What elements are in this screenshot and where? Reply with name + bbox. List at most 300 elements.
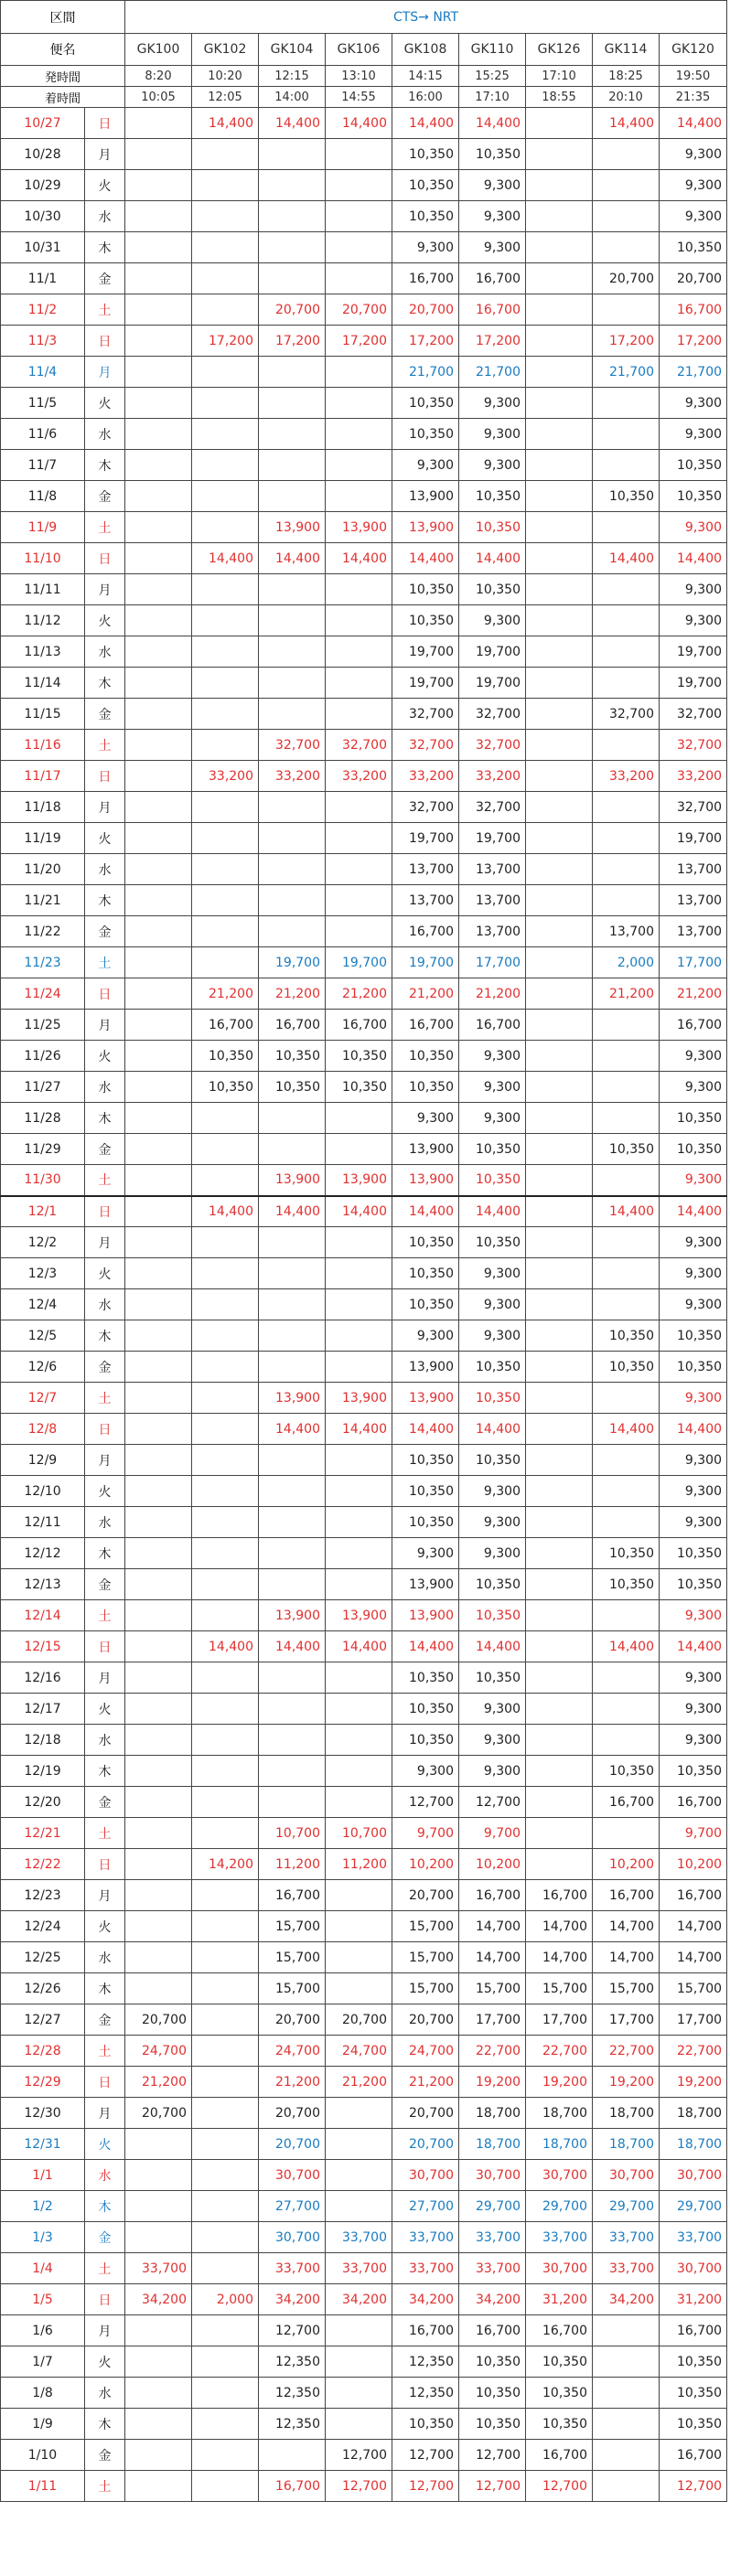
fare-cell: 21,200 xyxy=(259,2067,326,2098)
fare-cell: 30,700 xyxy=(392,2160,459,2191)
table-row xyxy=(1,1134,727,1165)
fare-cell: 10,350 xyxy=(459,1134,526,1165)
fare-cell xyxy=(192,512,259,543)
table-row xyxy=(1,761,727,792)
fare-cell: 9,300 xyxy=(660,1227,727,1258)
fare-cell xyxy=(593,419,660,450)
fare-cell: 20,700 xyxy=(326,294,392,326)
fare-cell: 14,700 xyxy=(526,1911,593,1942)
date-cell: 11/24 xyxy=(1,978,85,1010)
fare-cell xyxy=(326,1476,392,1507)
fare-cell xyxy=(192,1289,259,1320)
date-cell: 11/26 xyxy=(1,1041,85,1072)
table-row xyxy=(1,419,727,450)
fare-cell: 14,400 xyxy=(259,543,326,574)
date-cell: 12/1 xyxy=(1,1196,85,1227)
date-cell: 12/6 xyxy=(1,1352,85,1383)
table-row xyxy=(1,947,727,978)
fare-cell: 13,700 xyxy=(392,854,459,885)
fare-cell xyxy=(192,668,259,699)
fare-cell xyxy=(326,823,392,854)
fare-cell xyxy=(593,1445,660,1476)
fare-cell xyxy=(526,357,593,388)
fare-cell xyxy=(593,1476,660,1507)
fare-cell: 17,700 xyxy=(593,2004,660,2036)
departure-time-row xyxy=(1,66,727,87)
fare-cell xyxy=(526,699,593,730)
table-row xyxy=(1,1383,727,1414)
fare-cell: 9,300 xyxy=(459,1103,526,1134)
flight-number: GK102 xyxy=(192,34,259,66)
fare-cell: 33,700 xyxy=(459,2253,526,2284)
fare-cell xyxy=(125,2129,192,2160)
fare-cell: 30,700 xyxy=(526,2253,593,2284)
fare-cell xyxy=(259,1756,326,1787)
fare-cell xyxy=(259,605,326,636)
fare-cell xyxy=(125,947,192,978)
fare-cell xyxy=(125,978,192,1010)
fare-cell: 10,350 xyxy=(593,481,660,512)
fare-cell xyxy=(259,1289,326,1320)
fare-cell xyxy=(125,1196,192,1227)
weekday-cell: 月 xyxy=(85,792,125,823)
fare-cell: 13,900 xyxy=(259,512,326,543)
flight-number: GK114 xyxy=(593,34,660,66)
fare-cell xyxy=(526,1569,593,1600)
fare-cell xyxy=(326,1942,392,1973)
fare-cell xyxy=(192,2346,259,2378)
date-cell: 12/7 xyxy=(1,1383,85,1414)
fare-cell: 10,350 xyxy=(392,1694,459,1725)
weekday-cell: 土 xyxy=(85,1818,125,1849)
fare-cell xyxy=(125,2378,192,2409)
departure-time: 17:10 xyxy=(526,66,593,87)
fare-cell: 9,300 xyxy=(392,450,459,481)
fare-cell xyxy=(192,699,259,730)
fare-cell: 10,350 xyxy=(526,2409,593,2440)
fare-cell: 29,700 xyxy=(593,2191,660,2222)
fare-cell: 12,700 xyxy=(459,1787,526,1818)
fare-cell xyxy=(526,1849,593,1880)
fare-cell xyxy=(526,1320,593,1352)
fare-cell: 9,300 xyxy=(459,419,526,450)
weekday-cell: 土 xyxy=(85,512,125,543)
fare-cell: 17,200 xyxy=(392,326,459,357)
fare-cell xyxy=(593,512,660,543)
table-row xyxy=(1,1725,727,1756)
fare-cell xyxy=(526,1445,593,1476)
fare-cell xyxy=(593,388,660,419)
date-cell: 12/17 xyxy=(1,1694,85,1725)
fare-cell: 10,350 xyxy=(459,1383,526,1414)
fare-cell xyxy=(326,1880,392,1911)
weekday-cell: 土 xyxy=(85,2253,125,2284)
fare-cell: 16,700 xyxy=(526,2440,593,2471)
fare-cell: 16,700 xyxy=(459,1880,526,1911)
weekday-cell: 水 xyxy=(85,1725,125,1756)
fare-cell xyxy=(125,2471,192,2502)
fare-cell xyxy=(526,1165,593,1196)
fare-cell: 12,700 xyxy=(392,2440,459,2471)
date-cell: 11/7 xyxy=(1,450,85,481)
fare-cell xyxy=(125,232,192,263)
fare-cell xyxy=(526,543,593,574)
fare-cell xyxy=(192,419,259,450)
table-row xyxy=(1,2098,727,2129)
table-row xyxy=(1,1600,727,1631)
fare-cell: 14,400 xyxy=(593,108,660,139)
fare-cell xyxy=(526,636,593,668)
table-row xyxy=(1,170,727,201)
fare-cell: 29,700 xyxy=(660,2191,727,2222)
fare-cell xyxy=(259,1103,326,1134)
fare-cell xyxy=(593,2378,660,2409)
fare-cell: 2,000 xyxy=(593,947,660,978)
table-row xyxy=(1,263,727,294)
weekday-cell: 水 xyxy=(85,2160,125,2191)
fare-cell: 30,700 xyxy=(259,2160,326,2191)
fare-cell: 16,700 xyxy=(660,1880,727,1911)
fare-cell xyxy=(259,1787,326,1818)
fare-cell xyxy=(326,1694,392,1725)
date-cell: 12/14 xyxy=(1,1600,85,1631)
fare-cell: 20,700 xyxy=(125,2098,192,2129)
fare-cell xyxy=(259,170,326,201)
fare-cell xyxy=(526,1662,593,1694)
fare-cell: 10,350 xyxy=(459,574,526,605)
fare-cell: 14,400 xyxy=(326,108,392,139)
weekday-cell: 水 xyxy=(85,1942,125,1973)
weekday-cell: 木 xyxy=(85,668,125,699)
fare-cell: 18,700 xyxy=(459,2098,526,2129)
fare-cell: 12,700 xyxy=(459,2471,526,2502)
table-row xyxy=(1,2409,727,2440)
fare-cell xyxy=(259,574,326,605)
fare-cell: 20,700 xyxy=(392,2004,459,2036)
weekday-cell: 月 xyxy=(85,139,125,170)
fare-cell xyxy=(593,792,660,823)
fare-cell xyxy=(125,263,192,294)
fare-cell xyxy=(125,792,192,823)
fare-cell xyxy=(326,263,392,294)
fare-cell: 9,300 xyxy=(459,201,526,232)
fare-cell: 10,350 xyxy=(660,2346,727,2378)
fare-cell xyxy=(526,139,593,170)
fare-cell: 33,700 xyxy=(392,2222,459,2253)
fare-cell xyxy=(192,1414,259,1445)
weekday-cell: 火 xyxy=(85,1911,125,1942)
fare-cell: 17,200 xyxy=(259,326,326,357)
weekday-cell: 木 xyxy=(85,1973,125,2004)
departure-time: 12:15 xyxy=(259,66,326,87)
fare-cell: 20,700 xyxy=(660,263,727,294)
fare-cell: 20,700 xyxy=(392,294,459,326)
date-cell: 11/16 xyxy=(1,730,85,761)
fare-cell: 16,700 xyxy=(392,263,459,294)
fare-cell: 33,200 xyxy=(593,761,660,792)
fare-cell: 9,300 xyxy=(660,170,727,201)
fare-cell: 10,350 xyxy=(192,1072,259,1103)
table-row xyxy=(1,1631,727,1662)
fare-cell: 16,700 xyxy=(192,1010,259,1041)
date-cell: 12/13 xyxy=(1,1569,85,1600)
fare-cell xyxy=(593,2471,660,2502)
fare-cell: 21,700 xyxy=(660,357,727,388)
fare-cell xyxy=(259,450,326,481)
fare-cell xyxy=(326,636,392,668)
fare-cell: 14,400 xyxy=(392,543,459,574)
table-row xyxy=(1,357,727,388)
fare-cell: 34,200 xyxy=(125,2284,192,2315)
fare-cell: 29,700 xyxy=(459,2191,526,2222)
fare-cell: 11,200 xyxy=(259,1849,326,1880)
table-row xyxy=(1,2471,727,2502)
arrival-time-row xyxy=(1,87,727,108)
fare-cell xyxy=(259,1445,326,1476)
fare-cell: 10,350 xyxy=(660,232,727,263)
fare-cell: 18,700 xyxy=(660,2129,727,2160)
fare-cell xyxy=(125,2346,192,2378)
fare-cell xyxy=(326,388,392,419)
fare-cell xyxy=(593,730,660,761)
fare-cell: 15,700 xyxy=(392,1942,459,1973)
fare-cell xyxy=(125,1072,192,1103)
fare-cell: 11,200 xyxy=(326,1849,392,1880)
table-row xyxy=(1,1445,727,1476)
fare-cell xyxy=(526,761,593,792)
fare-cell: 10,350 xyxy=(392,1476,459,1507)
fare-cell: 32,700 xyxy=(259,730,326,761)
fare-cell: 12,700 xyxy=(526,2471,593,2502)
fare-cell: 24,700 xyxy=(125,2036,192,2067)
departure-time: 10:20 xyxy=(192,66,259,87)
fare-cell: 9,300 xyxy=(660,1725,727,1756)
fare-cell: 13,900 xyxy=(326,512,392,543)
weekday-cell: 日 xyxy=(85,2067,125,2098)
date-cell: 11/5 xyxy=(1,388,85,419)
fare-cell: 20,700 xyxy=(259,294,326,326)
weekday-cell: 金 xyxy=(85,2440,125,2471)
fare-cell xyxy=(593,294,660,326)
weekday-cell: 木 xyxy=(85,450,125,481)
fare-cell: 20,700 xyxy=(259,2098,326,2129)
fare-cell xyxy=(192,232,259,263)
fare-cell: 9,300 xyxy=(660,1662,727,1694)
fare-cell xyxy=(326,1352,392,1383)
fare-cell: 9,700 xyxy=(660,1818,727,1849)
fare-cell: 14,400 xyxy=(660,1196,727,1227)
fare-cell xyxy=(259,1352,326,1383)
fare-cell xyxy=(259,1227,326,1258)
fare-cell xyxy=(125,1818,192,1849)
fare-cell xyxy=(125,1010,192,1041)
departure-time: 14:15 xyxy=(392,66,459,87)
fare-cell: 10,350 xyxy=(392,574,459,605)
fare-cell xyxy=(259,1725,326,1756)
table-row xyxy=(1,792,727,823)
table-row xyxy=(1,1694,727,1725)
fare-cell: 13,700 xyxy=(459,916,526,947)
table-row xyxy=(1,2253,727,2284)
fare-cell xyxy=(192,170,259,201)
fare-cell xyxy=(192,1694,259,1725)
fare-cell xyxy=(593,170,660,201)
fare-cell xyxy=(192,1445,259,1476)
fare-cell: 9,300 xyxy=(459,1694,526,1725)
fare-cell xyxy=(593,1041,660,1072)
fare-cell xyxy=(593,232,660,263)
departure-time: 8:20 xyxy=(125,66,192,87)
date-cell: 10/31 xyxy=(1,232,85,263)
fare-cell: 20,700 xyxy=(259,2129,326,2160)
fare-cell: 19,200 xyxy=(459,2067,526,2098)
fare-cell xyxy=(192,1258,259,1289)
weekday-cell: 木 xyxy=(85,1103,125,1134)
weekday-cell: 金 xyxy=(85,2004,125,2036)
weekday-cell: 水 xyxy=(85,2378,125,2409)
fare-cell: 33,200 xyxy=(459,761,526,792)
fare-cell xyxy=(125,2409,192,2440)
fare-cell xyxy=(192,139,259,170)
fare-cell: 15,700 xyxy=(259,1942,326,1973)
date-cell: 12/20 xyxy=(1,1787,85,1818)
fare-cell: 21,200 xyxy=(259,978,326,1010)
fare-cell: 33,700 xyxy=(392,2253,459,2284)
fare-cell: 9,300 xyxy=(392,1320,459,1352)
fare-cell: 14,400 xyxy=(326,1414,392,1445)
fare-cell: 19,200 xyxy=(660,2067,727,2098)
route-title: CTS→ NRT xyxy=(125,1,727,34)
fare-cell: 20,700 xyxy=(392,2098,459,2129)
fare-cell: 19,700 xyxy=(392,636,459,668)
date-cell: 11/30 xyxy=(1,1165,85,1196)
fare-cell: 14,400 xyxy=(459,108,526,139)
fare-cell: 30,700 xyxy=(660,2253,727,2284)
fare-cell xyxy=(326,699,392,730)
table-row xyxy=(1,668,727,699)
fare-cell: 13,900 xyxy=(392,481,459,512)
fare-cell xyxy=(526,294,593,326)
fare-cell: 13,700 xyxy=(660,885,727,916)
fare-cell: 16,700 xyxy=(459,2315,526,2346)
fare-cell: 27,700 xyxy=(259,2191,326,2222)
fare-cell xyxy=(526,263,593,294)
fare-cell: 10,350 xyxy=(459,1445,526,1476)
fare-cell xyxy=(593,2315,660,2346)
weekday-cell: 火 xyxy=(85,1476,125,1507)
fare-cell xyxy=(526,1041,593,1072)
fare-cell: 14,400 xyxy=(392,1196,459,1227)
weekday-cell: 水 xyxy=(85,201,125,232)
fare-cell: 10,350 xyxy=(593,1538,660,1569)
date-cell: 11/22 xyxy=(1,916,85,947)
fare-cell xyxy=(192,885,259,916)
fare-cell xyxy=(259,668,326,699)
fare-cell xyxy=(259,139,326,170)
table-row xyxy=(1,1103,727,1134)
fare-cell: 19,700 xyxy=(392,947,459,978)
fare-cell: 9,300 xyxy=(660,1600,727,1631)
fare-cell: 14,400 xyxy=(459,1631,526,1662)
table-row xyxy=(1,294,727,326)
fare-cell: 30,700 xyxy=(459,2160,526,2191)
weekday-cell: 土 xyxy=(85,2471,125,2502)
fare-cell: 19,200 xyxy=(593,2067,660,2098)
fare-cell: 12,700 xyxy=(459,2440,526,2471)
fare-cell xyxy=(526,574,593,605)
date-cell: 11/13 xyxy=(1,636,85,668)
fare-cell: 10,200 xyxy=(392,1849,459,1880)
date-cell: 11/17 xyxy=(1,761,85,792)
fare-cell xyxy=(125,2160,192,2191)
weekday-cell: 水 xyxy=(85,1289,125,1320)
weekday-cell: 金 xyxy=(85,481,125,512)
date-cell: 1/5 xyxy=(1,2284,85,2315)
fare-cell xyxy=(326,2409,392,2440)
date-cell: 12/19 xyxy=(1,1756,85,1787)
arrival-label: 着時間 xyxy=(1,87,125,108)
fare-cell xyxy=(326,2098,392,2129)
fare-cell xyxy=(593,854,660,885)
fare-body xyxy=(1,108,727,2502)
fare-cell xyxy=(326,1258,392,1289)
fare-cell xyxy=(192,2253,259,2284)
fare-cell: 9,300 xyxy=(660,605,727,636)
fare-cell xyxy=(125,885,192,916)
fare-cell xyxy=(526,885,593,916)
flight-number: GK126 xyxy=(526,34,593,66)
fare-cell: 17,700 xyxy=(459,2004,526,2036)
route-header-row xyxy=(1,1,727,34)
fare-cell: 10,200 xyxy=(459,1849,526,1880)
fare-cell: 10,350 xyxy=(660,1352,727,1383)
fare-cell xyxy=(593,1289,660,1320)
fare-cell: 12,350 xyxy=(392,2378,459,2409)
fare-cell: 33,700 xyxy=(259,2253,326,2284)
fare-cell xyxy=(259,419,326,450)
fare-cell: 9,300 xyxy=(392,232,459,263)
flight-number: GK120 xyxy=(660,34,727,66)
fare-cell xyxy=(192,1538,259,1569)
fare-cell: 18,700 xyxy=(526,2129,593,2160)
date-cell: 12/3 xyxy=(1,1258,85,1289)
flight-number: GK110 xyxy=(459,34,526,66)
fare-cell: 12,350 xyxy=(259,2378,326,2409)
weekday-cell: 木 xyxy=(85,885,125,916)
fare-cell xyxy=(125,699,192,730)
fare-cell xyxy=(125,1320,192,1352)
arrival-time: 20:10 xyxy=(593,87,660,108)
fare-cell: 14,400 xyxy=(259,1196,326,1227)
fare-cell: 10,350 xyxy=(392,1258,459,1289)
fare-cell: 16,700 xyxy=(660,1010,727,1041)
fare-cell: 13,900 xyxy=(392,512,459,543)
fare-cell: 16,700 xyxy=(459,294,526,326)
fare-cell: 22,700 xyxy=(593,2036,660,2067)
fare-cell xyxy=(192,2409,259,2440)
fare-cell xyxy=(192,2222,259,2253)
fare-cell: 33,200 xyxy=(192,761,259,792)
fare-cell xyxy=(125,1694,192,1725)
fare-cell xyxy=(192,605,259,636)
fare-cell: 14,700 xyxy=(593,1942,660,1973)
fare-cell: 10,350 xyxy=(459,1227,526,1258)
fare-cell: 12,700 xyxy=(660,2471,727,2502)
date-cell: 12/22 xyxy=(1,1849,85,1880)
table-row xyxy=(1,574,727,605)
table-row xyxy=(1,2129,727,2160)
fare-cell xyxy=(192,574,259,605)
